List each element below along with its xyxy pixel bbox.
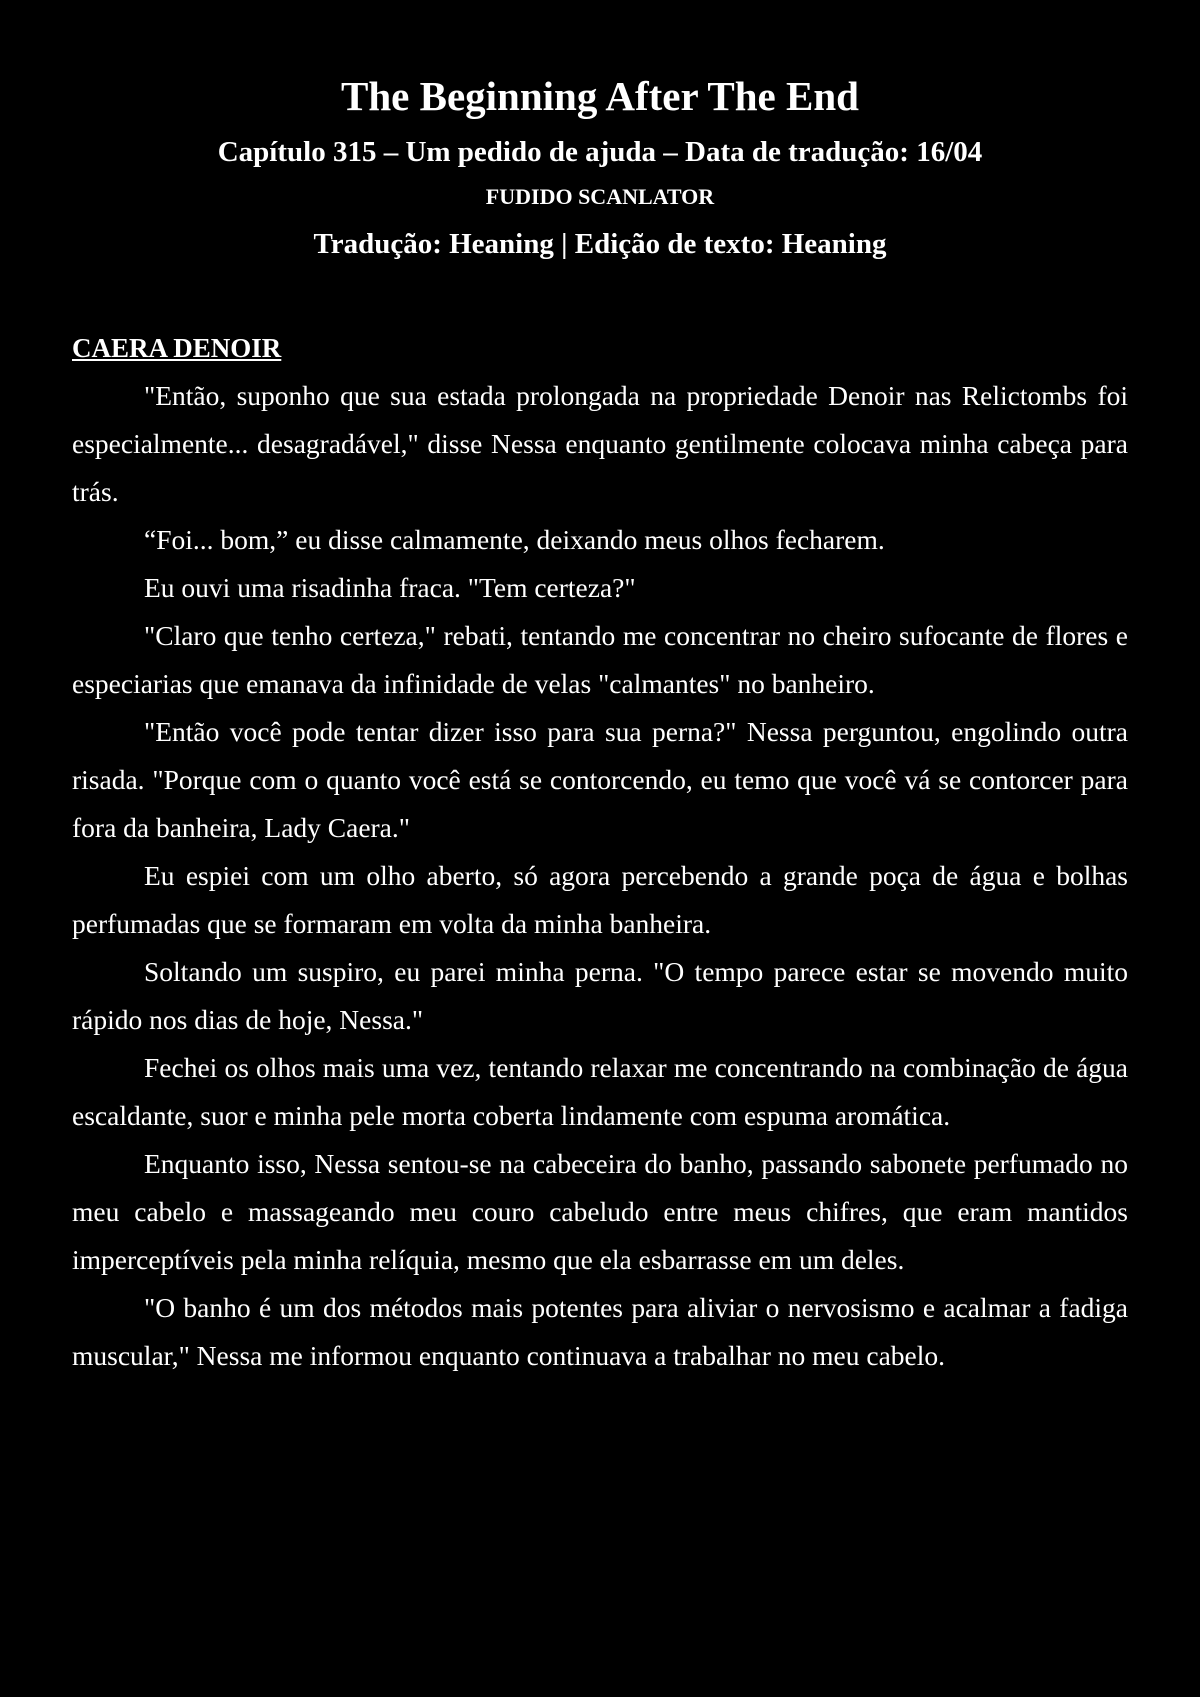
paragraph: "Então você pode tentar dizer isso para sua perna?" Nessa perguntou, engolindo outra risada. "Porque com o quanto você está se contorcendo, eu temo que você vá se contorcer para fora da banheira, Lady Caera." <box>72 716 1128 843</box>
paragraph: Enquanto isso, Nessa sentou-se na cabeceira do banho, passando sabonete perfumado no meu cabelo e massageando meu couro cabeludo entre meus chifres, que eram mantidos imperceptíveis pela minha relíquia, mesmo que ela esbarrasse em um deles. <box>72 1148 1128 1275</box>
chapter-line: Capítulo 315 – Um pedido de ajuda – Data de tradução: 16/04 <box>217 136 983 168</box>
credits-line: Tradução: Heaning | Edição de texto: Heaning <box>313 228 887 260</box>
chapter-body <box>72 324 1128 1380</box>
paragraph: Soltando um suspiro, eu parei minha perna. "O tempo parece estar se movendo muito rápido nos dias de hoje, Nessa." <box>72 956 1128 1035</box>
section-heading: CAERA DENOIR <box>72 333 282 363</box>
paragraph: "Claro que tenho certeza," rebati, tentando me concentrar no cheiro sufocante de flores e especiarias que emanava da infinidade de velas "calmantes" no banheiro. <box>72 620 1128 699</box>
page-title: The Beginning After The End <box>341 73 859 119</box>
paragraph: Eu espiei com um olho aberto, só agora percebendo a grande poça de água e bolhas perfumadas que se formaram em volta da minha banheira. <box>72 860 1128 939</box>
scanlator-name: FUDIDO SCANLATOR <box>485 184 715 209</box>
paragraph: "Então, suponho que sua estada prolongada na propriedade Denoir nas Relictombs foi especialmente... desagradável," disse Nessa enquanto gentilmente colocava minha cabeça para trás. <box>72 380 1128 507</box>
paragraph: Fechei os olhos mais uma vez, tentando relaxar me concentrando na combinação de água escaldante, suor e minha pele morta coberta lindamente com espuma aromática. <box>72 1052 1128 1131</box>
paragraph: "O banho é um dos métodos mais potentes para aliviar o nervosismo e acalmar a fadiga muscular," Nessa me informou enquanto continuava a trabalhar no meu cabelo. <box>72 1292 1128 1371</box>
document-header <box>72 0 1128 264</box>
paragraph: Eu ouvi uma risadinha fraca. "Tem certeza?" <box>144 572 636 603</box>
paragraph: “Foi... bom,” eu disse calmamente, deixando meus olhos fecharem. <box>144 524 885 555</box>
